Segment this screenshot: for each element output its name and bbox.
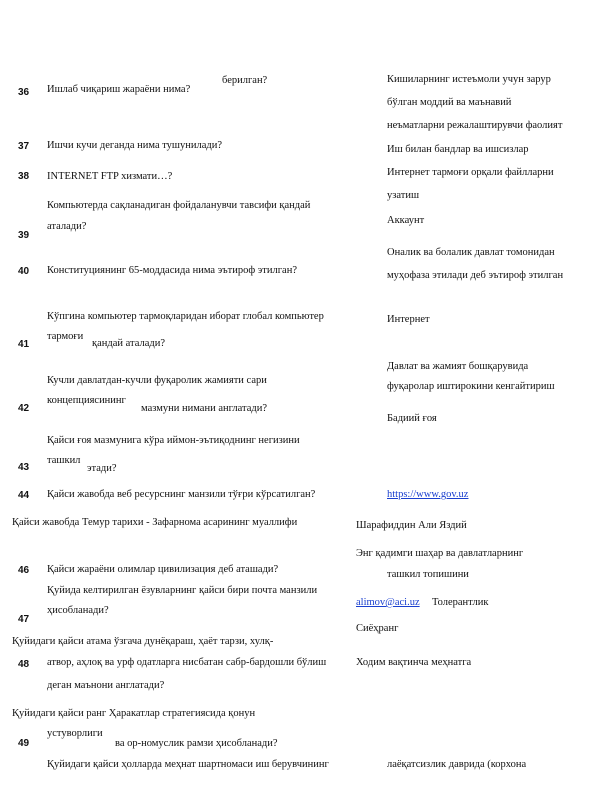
question-text: Ишчи кучи деганда нима тушунилади? (47, 140, 223, 151)
answer-text: бўлган моддий ва маънавий (387, 97, 512, 108)
question-text: атвор, аҳлоқ ва урф одатларга нисбатан сабр-бардошли бўлиш (47, 657, 327, 668)
answer-text: Ходим вақтинча меҳнатга (356, 657, 472, 668)
question-text: этади? (87, 463, 117, 474)
question-text: Қуйидаги қайси ранг Ҳаракатлар стратегиясида қонун (12, 708, 256, 719)
answer-text: Энг қадимги шаҳар ва давлатларнинг (356, 548, 524, 559)
question-text: ва ор-номуслик рамзи ҳисобланади? (115, 738, 278, 749)
question-text: берилган? (222, 75, 268, 86)
answer-text: Интернет (387, 314, 430, 325)
answer-text: Кишиларнинг истеъмоли учун зарур (387, 74, 551, 85)
question-text: Кўпгина компьютер тармоқларидан иборат глобал компьютер (47, 311, 324, 322)
row-number: 42 (18, 403, 30, 414)
answer-text: Давлат ва жамият бошқарувида (387, 361, 529, 372)
question-text: Қуйидаги қайси атама ўзгача дунёқараш, ҳаёт тарзи, хулқ- (12, 636, 274, 647)
question-text: Қуйидаги қайси ҳолларда меҳнат шартномаси иш берувчининг (47, 759, 329, 770)
row-number: 46 (18, 565, 30, 576)
question-text: ҳисобланади? (47, 605, 109, 616)
answer-text: Сиёҳранг (356, 623, 399, 634)
question-text: концепциясининг (47, 395, 126, 406)
answer-text: Шарафиддин Али Яздий (356, 520, 467, 531)
question-text: устуворлиги (47, 728, 103, 739)
row-number: 39 (18, 230, 30, 241)
question-text: мазмуни нимани англатади? (141, 403, 268, 414)
row-number: 47 (18, 614, 30, 625)
row-number: 40 (18, 266, 30, 277)
row-number: 36 (18, 87, 30, 98)
question-text: Қайси жавобда Темур тарихи - Зафарнома асарининг муаллифи (12, 517, 298, 528)
answer-text: Толерантлик (432, 597, 489, 608)
question-text: Компьютерда сақланадиган фойдаланувчи тавсифи қандай (47, 200, 311, 211)
question-text: аталади? (47, 221, 87, 232)
question-text: ташкил (47, 455, 81, 466)
row-number: 38 (18, 171, 30, 182)
answer-text: Иш билан бандлар ва ишсизлар (387, 144, 529, 155)
answer-text: Оналик ва болалик давлат томонидан (387, 247, 555, 258)
question-text: тармоғи (47, 331, 84, 342)
answer-text: узатиш (387, 190, 420, 201)
row-number: 37 (18, 141, 30, 152)
question-text: Қайси жараёни олимлар цивилизация деб аташади? (47, 564, 279, 575)
answer-text: фуқаролар иштирокини кенгайтириш (387, 381, 555, 392)
question-text: Кучли давлатдан-кучли фуқаролик жамияти сари (47, 375, 267, 386)
question-text: қандай аталади? (92, 338, 166, 349)
web-address-link[interactable]: https://www.gov.uz (387, 489, 469, 500)
question-text: Қуйида келтирилган ёзувларнинг қайси бири почта манзили (47, 585, 318, 596)
question-text: INTERNET FTP хизмати…? (47, 171, 173, 182)
answer-text: ташкил топишини (387, 569, 469, 580)
row-number: 48 (18, 659, 30, 670)
answer-text: лаёқатсизлик даврида (корхона (387, 759, 527, 770)
row-number: 43 (18, 462, 30, 473)
question-text: Қайси ғоя мазмунига кўра иймон-эътиқоднинг негизини (47, 435, 300, 446)
question-text: Конституциянинг 65-моддасида нима эътироф этилган? (47, 265, 297, 276)
row-number: 44 (18, 490, 30, 501)
question-text: деган маънони англатади? (47, 680, 165, 691)
answer-text: Интернет тармоғи орқали файлларни (387, 167, 554, 178)
answer-text: Бадиий ғоя (387, 413, 437, 424)
question-text: Ишлаб чиқариш жараёни нима? (47, 84, 191, 95)
row-number: 49 (18, 738, 30, 749)
answer-text: муҳофаза этилади деб эътироф этилган (387, 270, 564, 281)
answer-text: Аккаунт (387, 215, 425, 226)
question-text: Қайси жавобда веб ресурснинг манзили тўғри кўрсатилган? (47, 489, 316, 500)
email-address-link[interactable]: alimov@aci.uz (356, 597, 420, 608)
answer-text: неъматларни режалаштирувчи фаолият (387, 120, 563, 131)
row-number: 41 (18, 339, 30, 350)
